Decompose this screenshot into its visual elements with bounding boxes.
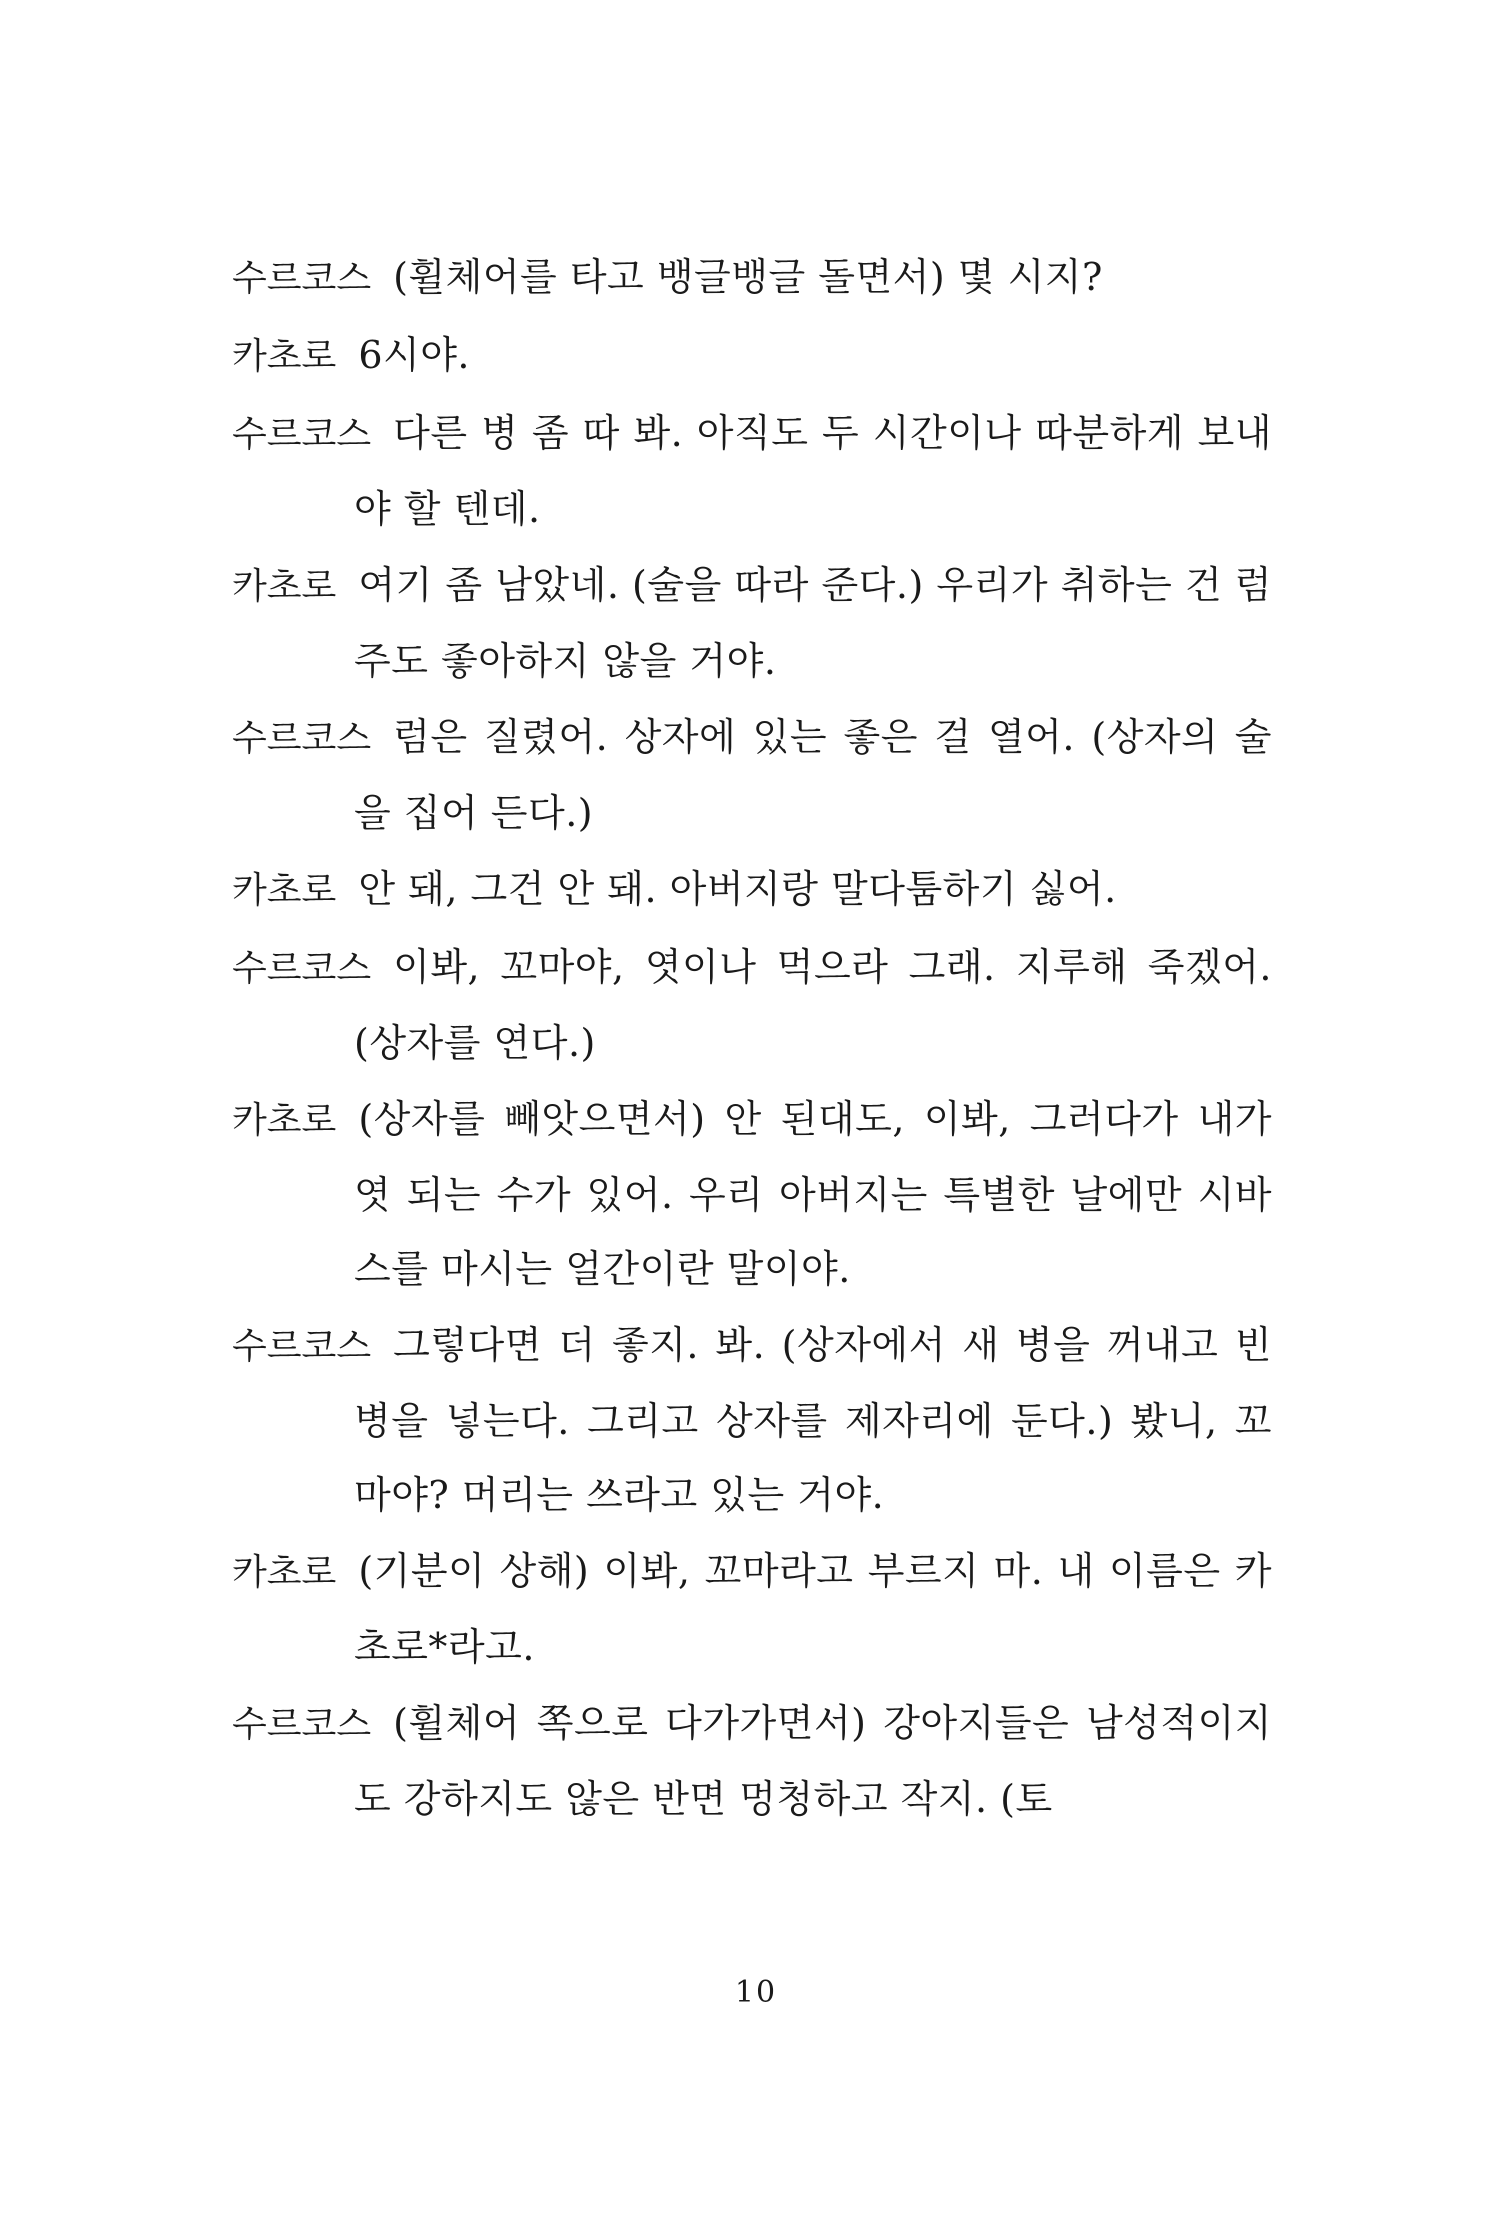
dialogue-line: (휠체어 쪽으로 다가가면서) 강아지들은 남성적이지도 강하지도 않은 반면 멍청하고 작지. (토 (354, 1701, 1272, 1821)
dialogue-line: 그렇다면 더 좋지. 봐. (상자에서 새 병을 꺼내고 빈 병을 넣는다. 그리고 상자를 제자리에 둔다.) 봤니, 꼬마야? 머리는 쓰라고 있는 거야. (354, 1323, 1272, 1517)
dialogue-entry (232, 852, 1272, 928)
speaker-name: 카초로 (232, 1100, 337, 1141)
dialogue-entry (232, 240, 1272, 316)
dialogue-entry (232, 1686, 1272, 1836)
dialogue-entry (232, 1534, 1272, 1684)
speaker-name: 카초로 (232, 1552, 337, 1593)
dialogue-entry (232, 930, 1272, 1080)
dialogue-line: 여기 좀 남았네. (술을 따라 준다.) 우리가 취하는 건 럼주도 좋아하지 않을 거야. (354, 563, 1272, 683)
dialogue-entry (232, 1308, 1272, 1532)
dialogue-line: (상자를 빼앗으면서) 안 된대도, 이봐, 그러다가 내가 엿 되는 수가 있어. 우리 아버지는 특별한 날에만 시바스를 마시는 얼간이란 말이야. (354, 1097, 1272, 1291)
script-text (232, 240, 1272, 1838)
dialogue-line: (기분이 상해) 이봐, 꼬마라고 부르지 마. 내 이름은 카초로*라고. (354, 1549, 1272, 1669)
dialogue-entry (232, 700, 1272, 850)
speaker-name: 카초로 (232, 870, 337, 911)
dialogue-entry (232, 396, 1272, 546)
dialogue-line: 6시야. (358, 333, 471, 377)
dialogue-entry (232, 318, 1272, 394)
speaker-name: 수르코스 (232, 414, 372, 455)
dialogue-line: (휠체어를 타고 뱅글뱅글 돌면서) 몇 시지? (393, 255, 1103, 299)
page-number: 10 (734, 1975, 778, 2010)
speaker-name: 수르코스 (232, 948, 372, 989)
speaker-name: 수르코스 (232, 1704, 372, 1745)
speaker-name: 수르코스 (232, 1326, 372, 1367)
dialogue-entry (232, 1082, 1272, 1306)
speaker-name: 카초로 (232, 336, 337, 377)
speaker-name: 수르코스 (232, 718, 372, 759)
dialogue-line: 럼은 질렸어. 상자에 있는 좋은 걸 열어. (상자의 술을 집어 든다.) (354, 715, 1272, 835)
dialogue-line: 안 돼, 그건 안 돼. 아버지랑 말다툼하기 싫어. (358, 867, 1117, 911)
speaker-name: 카초로 (232, 566, 337, 607)
dialogue-entry (232, 548, 1272, 698)
dialogue-line: 다른 병 좀 따 봐. 아직도 두 시간이나 따분하게 보내야 할 텐데. (354, 411, 1272, 531)
speaker-name: 수르코스 (232, 258, 372, 299)
dialogue-line: 이봐, 꼬마야, 엿이나 먹으라 그래. 지루해 죽겠어. (상자를 연다.) (354, 945, 1272, 1065)
